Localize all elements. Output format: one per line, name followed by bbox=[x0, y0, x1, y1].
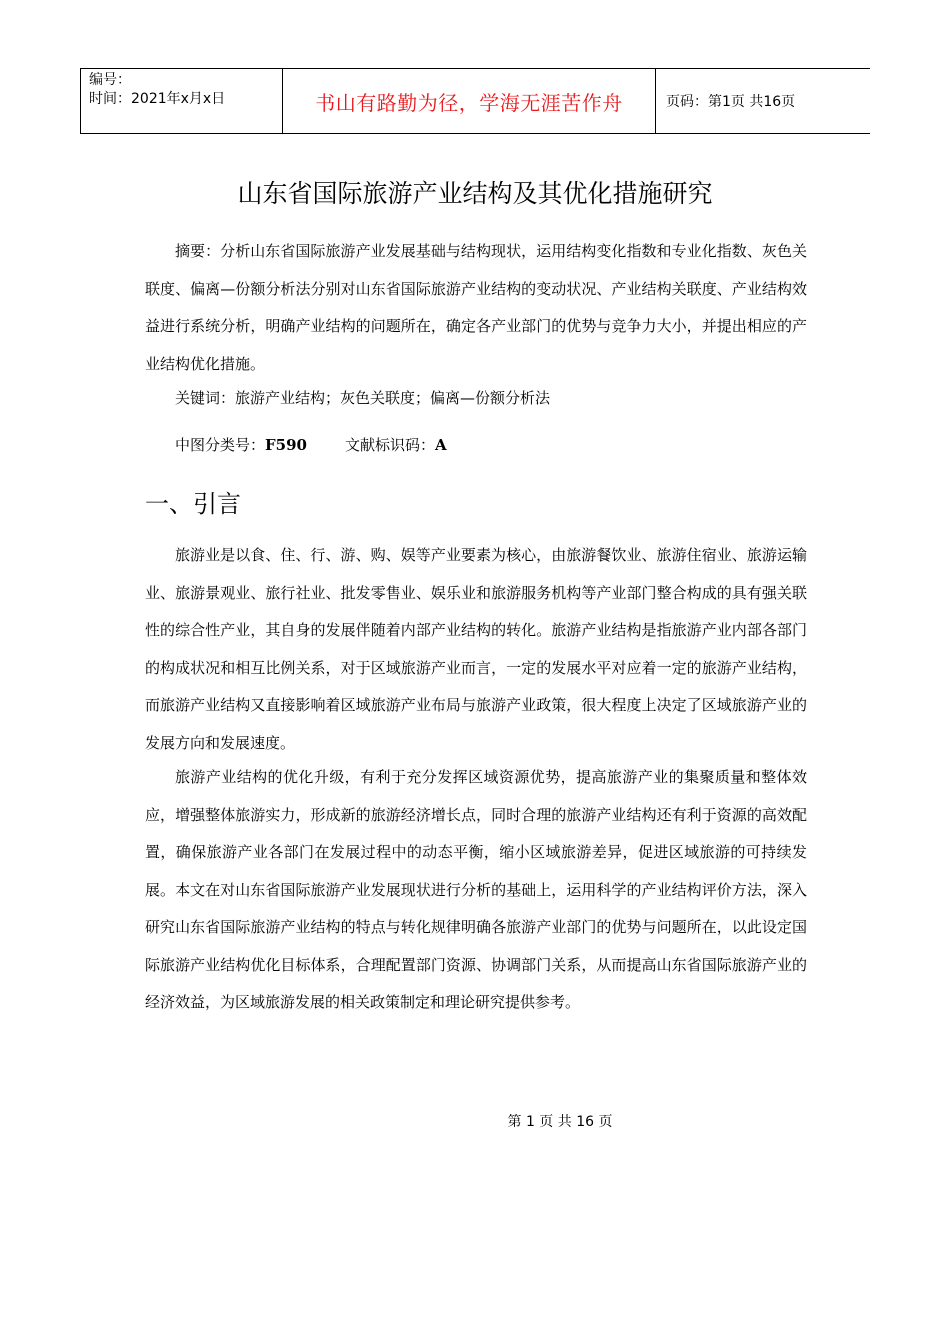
page-info: 页码：第1页 共16页 bbox=[666, 94, 796, 110]
doc-code-label: 文献标识码： bbox=[344, 436, 435, 454]
body-paragraph: 旅游业是以食、住、行、游、购、娱等产业要素为核心，由旅游餐饮业、旅游住宿业、旅游运输业、旅游景观业、旅行社业、批发零售业、娱乐业和旅游服务机构等产业部门整合构成的具有强关联性的综合性产业，其自身的发展伴随着内部产业结构的转化。旅游产业结构是指旅游产业内部各部门的构成状况和相互比例关系，对于区域旅游产业而言，一定的发展水平对应着一定的旅游产业结构，而旅游产业结构又直接影响着区域旅游产业布局与旅游产业政策，很大程度上决定了区域旅游产业的发展方向和发展速度。 bbox=[145, 546, 807, 752]
header-meta-cell bbox=[81, 69, 283, 133]
page-title: 山东省国际旅游产业结构及其优化措施研究 bbox=[237, 179, 713, 208]
clc-label: 中图分类号： bbox=[175, 436, 266, 454]
time-label: 时间：2021年x月x日 bbox=[89, 91, 226, 107]
document-header bbox=[80, 68, 870, 134]
header-motto-cell bbox=[283, 69, 656, 133]
header-page-cell bbox=[656, 69, 870, 133]
classification-line bbox=[175, 427, 447, 465]
clc-value: F590 bbox=[265, 436, 307, 454]
doc-code-value: A bbox=[435, 436, 447, 454]
number-label: 编号： bbox=[89, 72, 131, 88]
abstract-paragraph: 摘要：分析山东省国际旅游产业发展基础与结构现状，运用结构变化指数和专业化指数、灰色关联度、偏离—份额分析法分别对山东省国际旅游产业结构的变动状况、产业结构关联度、产业结构效益进行系统分析，明确产业结构的问题所在，确定各产业部门的优势与竞争力大小，并提出相应的产业结构优化措施。 bbox=[145, 242, 807, 373]
section-heading: 一、引言 bbox=[145, 490, 241, 518]
motto-text: 书山有路勤为径，学海无涯苦作舟 bbox=[315, 90, 623, 115]
page-footer: 第 1 页 共 16 页 bbox=[507, 1114, 613, 1130]
body-paragraph: 旅游产业结构的优化升级，有利于充分发挥区域资源优势，提高旅游产业的集聚质量和整体效应，增强整体旅游实力，形成新的旅游经济增长点，同时合理的旅游产业结构还有利于资源的高效配置，确保旅游产业各部门在发展过程中的动态平衡，缩小区域旅游差异，促进区域旅游的可持续发展。本文在对山东省国际旅游产业发展现状进行分析的基础上，运用科学的产业结构评价方法，深入研究山东省国际旅游产业结构的特点与转化规律明确各旅游产业部门的优势与问题所在，以此设定国际旅游产业结构优化目标体系，合理配置部门资源、协调部门关系，从而提高山东省国际旅游产业的经济效益，为区域旅游发展的相关政策制定和理论研究提供参考。 bbox=[145, 768, 807, 1011]
keywords-line: 关键词：旅游产业结构；灰色关联度；偏离—份额分析法 bbox=[175, 389, 551, 407]
